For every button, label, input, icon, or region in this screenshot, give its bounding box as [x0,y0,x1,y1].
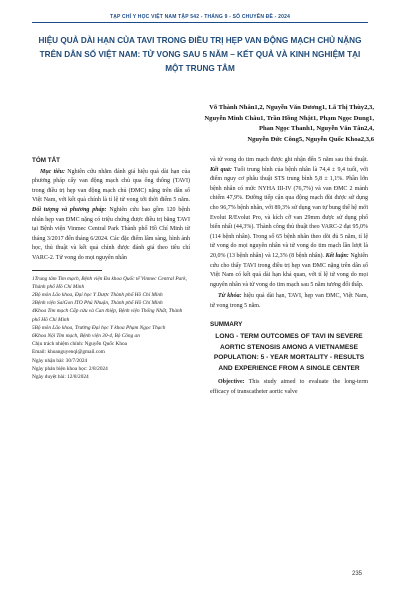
keywords-label: Từ khóa: [218,293,242,300]
author-line-4: Nguyễn Đức Công5, Nguyễn Quốc Khoa2,3,6 [247,135,374,143]
date-reviewed: Ngày phản biện khoa học: 2/8/2024 [32,365,108,372]
footnote-3: 3Bệnh viện SaiGon ITO Phú Nhuận, Thành phố Hồ Chí Minh [32,300,163,307]
author-list [140,103,374,145]
header-divider [32,22,368,23]
footnote-6: 6Khoa Nội Tim mạch, Bệnh viện 30-4, Bộ Công an [32,332,140,339]
footnote-1: 1Trung tâm Tim mạch, Bệnh viện Đa khoa Quốc tế Vinmec Central Park, Thành phố Hồ Chí Minh [32,275,187,290]
col2-text: và tử vong do tim mạch được ghi nhận đến 5 năm sau thủ thuật. [210,157,368,163]
results-label: Kết quả: [210,166,232,173]
contact-email: Email: khoanguyenql@gmail.com [32,349,105,356]
aim-text: Nghiên cứu nhằm đánh giá hiệu quả dài hạn của phương pháp cấy van động mạch chủ qua ống thông (TAVI) trong điều trị hẹp van động mạch chủ (ĐMC) nặng trên dân số Việt Nam, với kết quả chính là tỉ lệ tử vong tới thời điểm 5 năm. [32,168,191,204]
aim-label: Mục tiêu: [40,168,65,175]
author-line-2: Nguyễn Minh Châu1, Trần Hồng Nhật1, Phạm Ngọc Dung1, [204,114,374,122]
objective-text: This study aimed to evaluate the long-term efficacy of transcatheter aortic valve [210,379,368,396]
footnote-divider [32,270,102,271]
objective-label: Objective: [218,379,245,386]
abstract-paragraph [32,168,190,264]
date-received: Ngày nhận bài: 30/7/2024 [32,357,88,364]
abstract-continuation [210,156,368,290]
corresponding-author: Chịu trách nhiệm chính: Nguyễn Quốc Khoa [32,341,128,348]
english-title: LONG - TERM OUTCOMES OF TAVI IN SEVERE AORTIC STENOSIS AMONG A VIETNAMESE POPULATION: 5 - YEAR MORTALITY - RESULTS AND EXPERIENCE FROM A SINGLE CENTER [213,333,365,372]
methods-text: Nghiên cứu bao gồm 120 bệnh nhân hẹp van ĐMC nặng có triệu chứng được điều trị bằng TAVI tại Bệnh viện Vinmec Central Park Thành phố Hồ Chí Minh từ tháng 3/2017 đến tháng 6/2024. Các đặc điểm lâm sàng, hình ảnh học, thủ thuật và kết quả chính được đánh giá theo tiêu chí VARC-2. Tử vong do mọi nguyên nhân [32,206,191,261]
author-line-3: Phan Ngọc Thanh1, Nguyễn Văn Tân2,4, [258,125,374,133]
page-number: 235 [352,571,363,577]
footnote-2: 2Bộ môn Lão khoa, Đại học Y Dược Thành phố Hồ Chí Minh [32,291,163,298]
footnote-5: 5Bộ môn Lão khoa, Trường Đại học Y khoa Phạm Ngọc Thạch [32,324,166,331]
methods-label: Đối tượng và phương pháp: [32,206,107,213]
results-text: Tuổi trung bình của bệnh nhân là 74,4 ± 9,4 tuổi, với điểm nguy cơ phẫu thuật STS trung bình 5,8 ± 1,1%. Phần lớn bệnh nhân có mức NYHA III-IV (76,7%) và van ĐMC 2 mảnh chiếm 47,9%. Đường tiếp cận qua động mạch đùi được sử dụng cho 96,7% bệnh nhân, với 89,3% sử dụng van tự bung thế hệ mới Evolut R/Evolut Pro, và kích cỡ van 29mm được sử dụng phổ biến nhất (44,3%). Thành công thủ thuật theo VARC-2 đạt 95,0% (114 bệnh nhân). Trong số 65 bệnh nhân theo dõi đủ 5 năm, tỉ lệ tử vong do mọi nguyên nhân và tử vong do tim mạch lần lượt là 20,0% (13 bệnh nhân) và 12,3% (8 bệnh nhân). [210,166,368,259]
abstract-heading: TÓM TẮT [32,157,60,164]
summary-paragraph [210,378,368,397]
conclusion-label: Kết luận: [325,252,349,259]
article-title: HIỆU QUẢ DÀI HẠN CỦA TAVI TRONG ĐIỀU TRỊ HẸP VAN ĐỘNG MẠCH CHỦ NẶNG TRÊN DÂN SỐ VIỆT NAM: TỬ VONG SAU 5 NĂM – KẾT QUẢ VÀ KINH NGHIỆM TẠI MỘT TRUNG TÂM [38,36,362,73]
left-column [32,156,190,381]
footnote-4: 4Khoa Tim mạch Cấp cứu và Can thiệp, Bệnh viện Thống Nhất, Thành phố Hồ Chí Minh [32,308,183,323]
footnotes [32,275,190,382]
conclusion-text: Nghiên cứu cho thấy TAVI trong điều trị hẹp van ĐMC nặng trên dân số Việt Nam có kết quả dài hạn khả quan, với tỉ lệ tử vong do mọi nguyên nhân và tử vong do tim mạch sau 5 năm tương đối thấp. [210,252,368,288]
keywords [210,292,368,311]
right-column [210,156,368,398]
author-line-1: Võ Thành Nhân1,2, Nguyễn Văn Dương1, Lã Thị Thùy2,3, [209,104,374,111]
keywords-text: hiệu quả dài hạn, TAVI, hẹp van ĐMC, Việt Nam, tử vong trong 5 năm. [210,293,368,309]
journal-header: TẠP CHÍ Y HỌC VIỆT NAM TẬP 542 - THÁNG 9 - SỐ CHUYÊN ĐỀ - 2024 [109,14,291,20]
date-accepted: Ngày duyệt bài: 12/8/2024 [32,373,89,380]
summary-heading: SUMMARY [210,320,243,328]
